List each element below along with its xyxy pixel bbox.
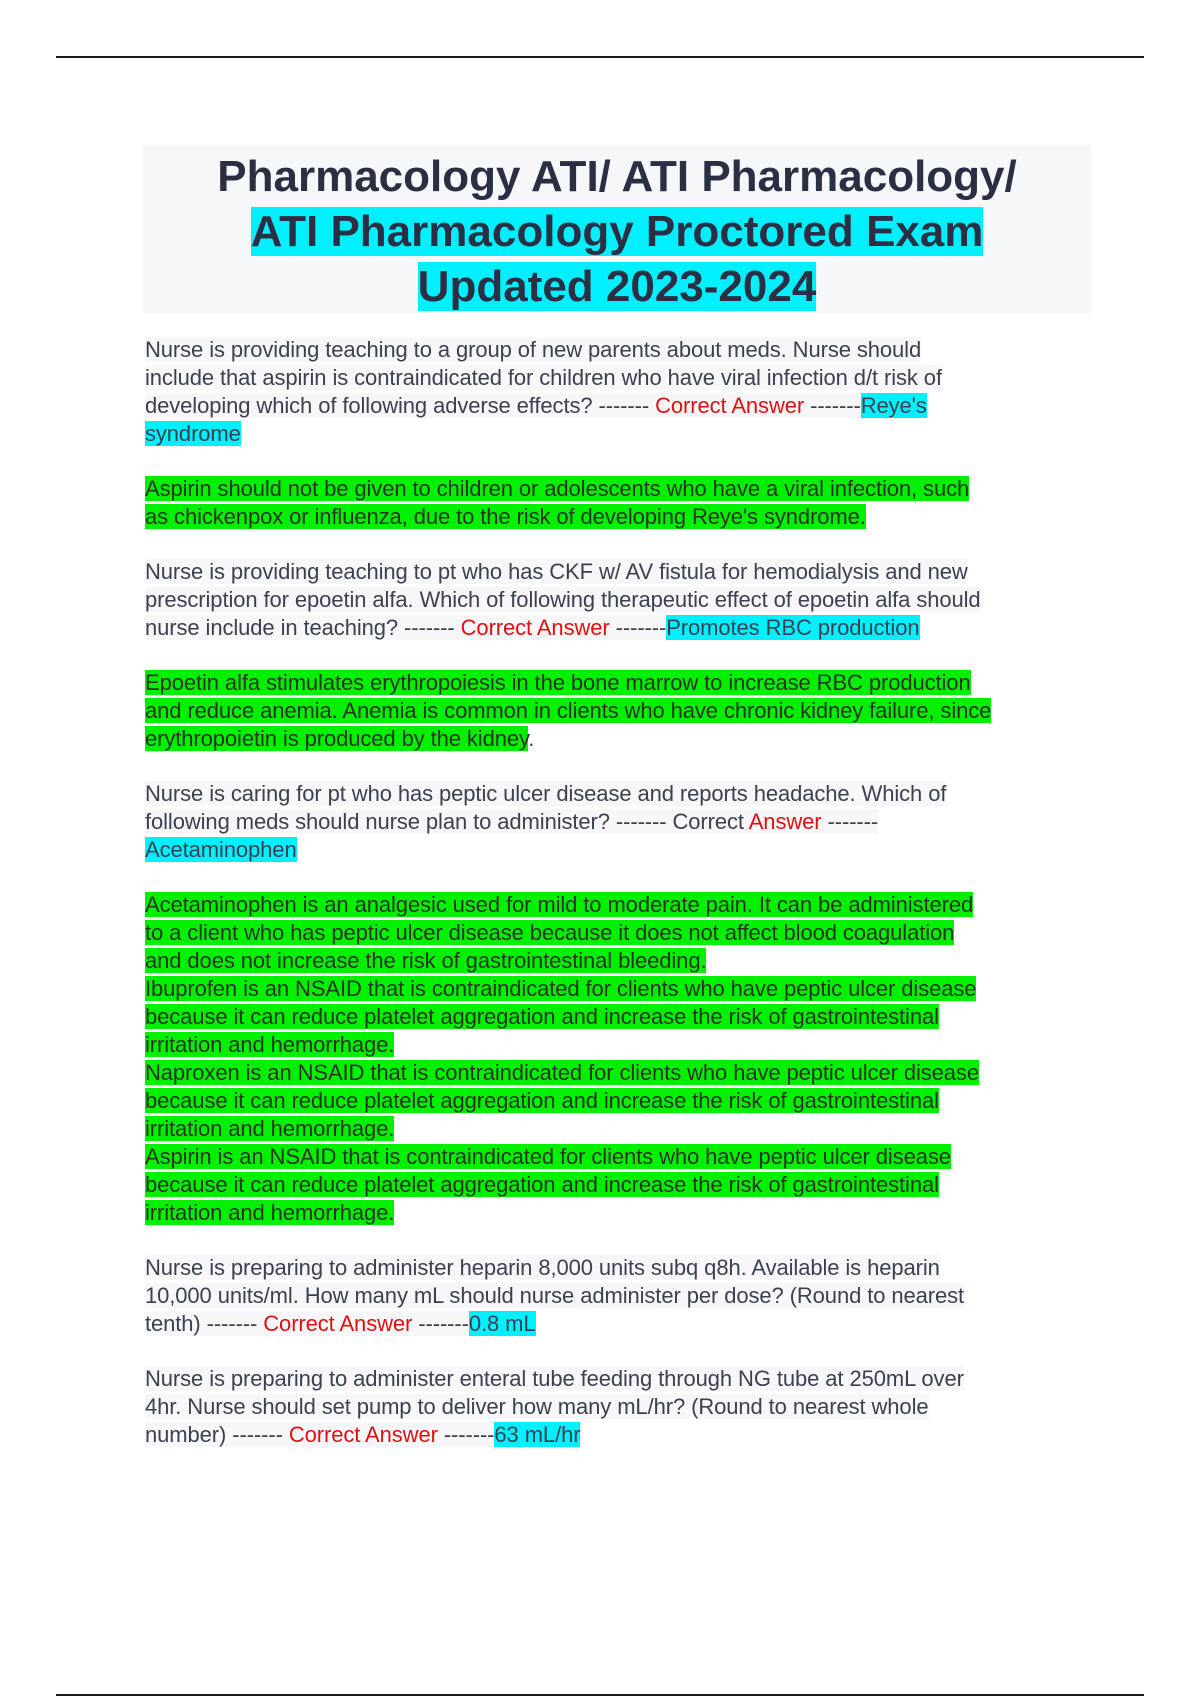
explanation-text: Acetaminophen is an analgesic used for mild to moderate pain. It can be administered <box>145 892 974 917</box>
explanation-text: because it can reduce platelet aggregation and increase the risk of gastrointestinal <box>145 1088 939 1113</box>
document-title <box>143 145 1091 313</box>
correct-answer-label: Correct Answer <box>460 615 610 640</box>
explanation-text: irritation and hemorrhage. <box>145 1032 395 1057</box>
explanation-text: Naproxen is an NSAID that is contraindicated for clients who have peptic ulcer disease <box>145 1060 979 1085</box>
explanation-text: Aspirin should not be given to children or adolescents who have a viral infection, such <box>145 476 970 501</box>
question-text: tenth) ------- <box>145 1311 264 1336</box>
question-text: include that aspirin is contraindicated for children who have viral infection d/t risk of <box>145 365 942 390</box>
explanation-text: as chickenpox or influenza, due to the risk of developing Reye's syndrome. <box>145 504 866 529</box>
separator: ------- <box>609 615 667 640</box>
question-3 <box>145 780 1090 864</box>
explanation-text: Ibuprofen is an NSAID that is contraindicated for clients who have peptic ulcer disease <box>145 976 977 1001</box>
correct-answer-label: Correct Answer <box>655 393 805 418</box>
question-text: Nurse is caring for pt who has peptic ulcer disease and reports headache. Which of <box>145 781 947 806</box>
explanation-text: irritation and hemorrhage. <box>145 1200 395 1225</box>
explanation-text: Epoetin alfa stimulates erythropoiesis in the bone marrow to increase RBC production <box>145 670 971 695</box>
question-text: Nurse is providing teaching to a group of new parents about meds. Nurse should <box>145 337 922 362</box>
explanation-text: Aspirin is an NSAID that is contraindicated for clients who have peptic ulcer disease <box>145 1144 951 1169</box>
answer-highlight: syndrome <box>145 421 241 446</box>
correct-answer-label: Answer <box>748 809 822 834</box>
explanation-text: to a client who has peptic ulcer disease because it does not affect blood coagulation <box>145 920 955 945</box>
question-text: prescription for epoetin alfa. Which of following therapeutic effect of epoetin alfa should <box>145 587 981 612</box>
answer-highlight: Reye's <box>860 393 927 418</box>
question-4 <box>145 1254 1090 1338</box>
separator: ------- <box>821 809 879 834</box>
explanation-text: and reduce anemia. Anemia is common in clients who have chronic kidney failure, since <box>145 698 992 723</box>
answer-highlight: 63 mL/hr <box>494 1422 581 1447</box>
question-text: nurse include in teaching? ------- <box>145 615 461 640</box>
explanation-3 <box>145 891 1090 1227</box>
question-2 <box>145 558 1090 642</box>
explanation-text: because it can reduce platelet aggregation and increase the risk of gastrointestinal <box>145 1172 939 1197</box>
title-line-1: Pharmacology ATI/ ATI Pharmacology/ <box>217 152 1017 201</box>
explanation-text: and does not increase the risk of gastrointestinal bleeding. <box>145 948 707 973</box>
answer-highlight: Promotes RBC production <box>666 615 920 640</box>
explanation-2 <box>145 669 1090 753</box>
answer-highlight: Acetaminophen <box>145 837 297 862</box>
explanation-text: because it can reduce platelet aggregation and increase the risk of gastrointestinal <box>145 1004 939 1029</box>
document-body <box>145 336 1090 1476</box>
explanation-1 <box>145 475 1090 531</box>
correct-answer-label: Correct Answer <box>263 1311 413 1336</box>
title-line-3: Updated 2023-2024 <box>417 262 817 311</box>
top-rule <box>56 56 1144 58</box>
title-line-2: ATI Pharmacology Proctored Exam <box>250 207 984 256</box>
question-text: Nurse is preparing to administer enteral tube feeding through NG tube at 250mL over <box>145 1366 964 1391</box>
bottom-rule <box>56 1694 1144 1696</box>
explanation-text: irritation and hemorrhage. <box>145 1116 395 1141</box>
question-text: following meds should nurse plan to administer? ------- Correct <box>145 809 749 834</box>
explanation-period: . <box>528 726 535 751</box>
correct-answer-label: Correct Answer <box>288 1422 438 1447</box>
question-text: Nurse is preparing to administer heparin 8,000 units subq q8h. Available is heparin <box>145 1255 940 1280</box>
question-text: number) ------- <box>145 1422 289 1447</box>
separator: ------- <box>437 1422 495 1447</box>
separator: ------- <box>804 393 861 418</box>
question-1 <box>145 336 1090 448</box>
separator: ------- <box>412 1311 469 1336</box>
answer-highlight: 0.8 mL <box>468 1311 536 1336</box>
question-text: Nurse is providing teaching to pt who has CKF w/ AV fistula for hemodialysis and new <box>145 559 968 584</box>
question-text: developing which of following adverse effects? ------- <box>145 393 656 418</box>
question-text: 4hr. Nurse should set pump to deliver how many mL/hr? (Round to nearest whole <box>145 1394 929 1419</box>
explanation-text: erythropoietin is produced by the kidney <box>145 726 529 751</box>
question-text: 10,000 units/ml. How many mL should nurse administer per dose? (Round to nearest <box>145 1283 965 1308</box>
question-5 <box>145 1365 1090 1449</box>
